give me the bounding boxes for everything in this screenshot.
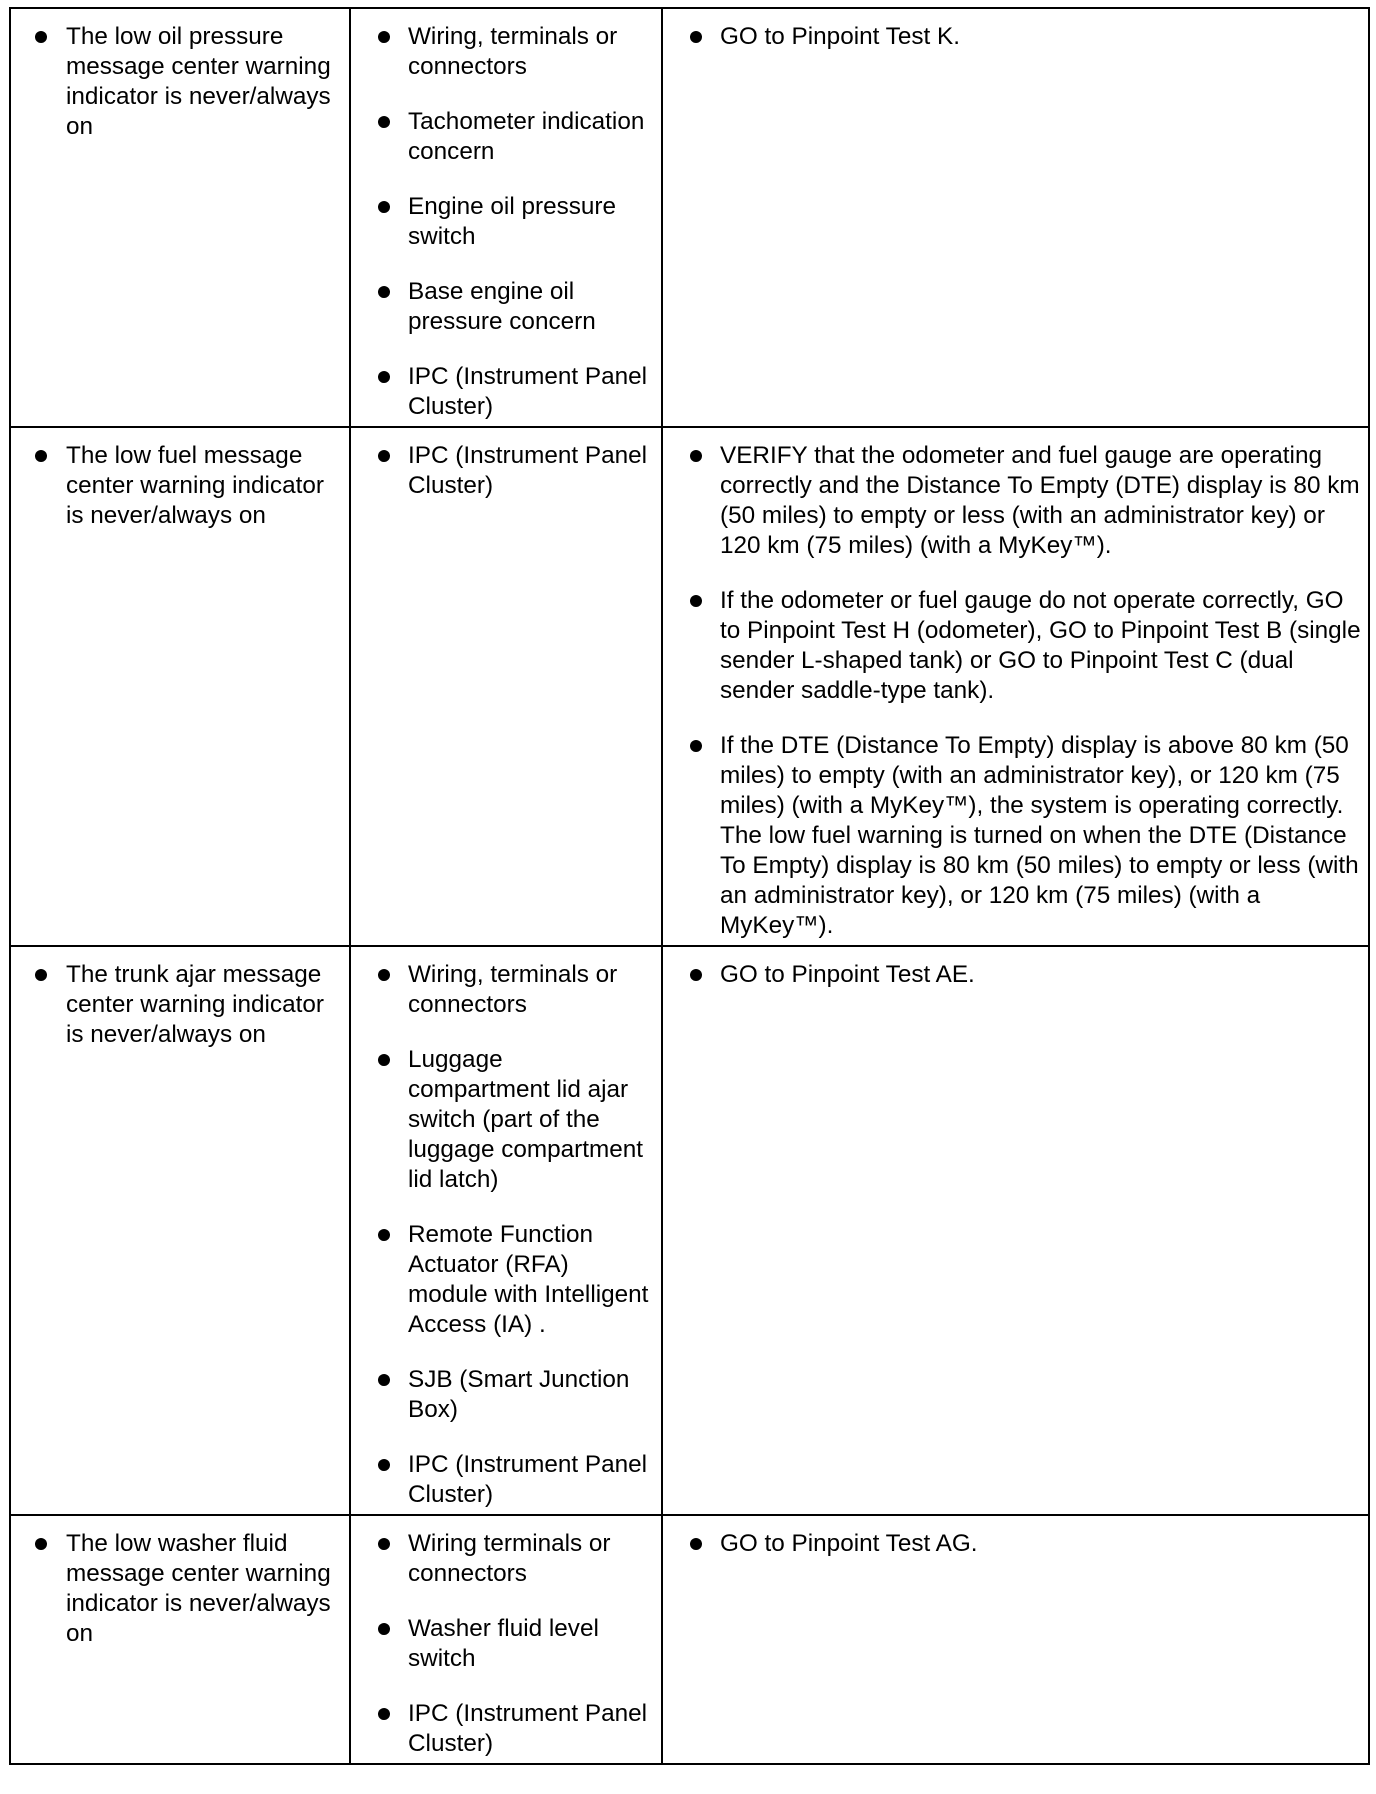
possible-source-item: IPC (Instrument Panel Cluster) (408, 1451, 648, 1508)
bullet-list (351, 9, 661, 426)
bullet-icon (378, 1459, 390, 1471)
list-item (351, 441, 651, 501)
bullet-list (11, 947, 349, 1054)
possible-source-item: Luggage compartment lid ajar switch (part of the luggage compartment lid latch) (408, 1046, 644, 1193)
list-item (351, 1450, 651, 1510)
list-item (663, 960, 1364, 990)
action-item: GO to Pinpoint Test AG. (720, 1530, 978, 1557)
list-item (351, 192, 651, 252)
symptom-text: The low fuel message center warning indicator is never/always on (66, 442, 324, 529)
action-item: If the odometer or fuel gauge do not operate correctly, GO to Pinpoint Test H (odometer), GO to Pinpoint Test B (single sender L-shaped tank) or GO to Pinpoint Test C (dual sender saddle-type tank). (720, 587, 1361, 704)
possible-source-item: Base engine oil pressure concern (408, 278, 596, 335)
action-item: If the DTE (Distance To Empty) display is above 80 km (50 miles) to empty (with an administrator key), or 120 km (75 miles) (with a MyKey™), the system is operating correctly. The low fuel warning is turned on when the DTE (Distance To Empty) display is 80 km (50 miles) to empty or less (with an administrator key), or 120 km (75 miles) (with a MyKey™). (720, 732, 1359, 939)
bullet-icon (690, 595, 702, 607)
bullet-icon (378, 1229, 390, 1241)
possible-source-item: Wiring, terminals or connectors (408, 23, 618, 80)
table-body (10, 8, 1369, 1764)
list-item (663, 22, 1364, 52)
list-item (11, 22, 339, 142)
action-item: GO to Pinpoint Test K. (720, 23, 960, 50)
bullet-icon (378, 116, 390, 128)
symptom-cell (10, 1515, 350, 1764)
list-item (351, 1045, 651, 1195)
bullet-icon (690, 450, 702, 462)
bullet-icon (690, 969, 702, 981)
bullet-icon (378, 371, 390, 383)
list-item (663, 731, 1364, 941)
possible-sources-cell (350, 946, 662, 1515)
bullet-icon (690, 31, 702, 43)
action-item: VERIFY that the odometer and fuel gauge are operating correctly and the Distance To Empty (DTE) display is 80 km (50 miles) to empty or less (with an administrator key) or 120 km (75 miles) (with a MyKey™). (720, 442, 1360, 559)
list-item (351, 1220, 651, 1340)
possible-source-item: Washer fluid level switch (408, 1615, 599, 1672)
bullet-list (351, 947, 661, 1514)
bullet-icon (690, 1538, 702, 1550)
bullet-list (351, 428, 661, 505)
bullet-icon (378, 1374, 390, 1386)
list-item (351, 1699, 651, 1759)
table-row (10, 8, 1369, 427)
possible-sources-cell (350, 1515, 662, 1764)
bullet-list (11, 9, 349, 146)
possible-source-item: IPC (Instrument Panel Cluster) (408, 1700, 648, 1757)
bullet-list (351, 1516, 661, 1763)
possible-source-item: Wiring terminals or connectors (408, 1530, 611, 1587)
symptom-cell (10, 427, 350, 946)
symptom-chart-table (9, 7, 1370, 1765)
action-cell (662, 8, 1369, 427)
bullet-icon (35, 31, 47, 43)
list-item (351, 362, 651, 422)
bullet-list (11, 428, 349, 535)
table-row (10, 1515, 1369, 1764)
possible-source-item: Wiring, terminals or connectors (408, 961, 618, 1018)
list-item (663, 1529, 1364, 1559)
possible-source-item: Remote Function Actuator (RFA) module with Intelligent Access (IA) . (408, 1221, 649, 1338)
list-item (11, 960, 339, 1050)
possible-source-item: SJB (Smart Junction Box) (408, 1366, 630, 1423)
bullet-icon (378, 1054, 390, 1066)
diagnostic-table-page (9, 7, 1368, 1765)
symptom-text: The trunk ajar message center warning indicator is never/always on (66, 961, 324, 1048)
symptom-cell (10, 8, 350, 427)
list-item (351, 1614, 651, 1674)
bullet-icon (378, 1623, 390, 1635)
list-item (663, 441, 1364, 561)
action-cell (662, 946, 1369, 1515)
list-item (351, 277, 651, 337)
possible-sources-cell (350, 427, 662, 946)
table-row (10, 946, 1369, 1515)
bullet-icon (378, 969, 390, 981)
list-item (351, 1529, 651, 1589)
bullet-icon (35, 450, 47, 462)
symptom-cell (10, 946, 350, 1515)
bullet-icon (35, 1538, 47, 1550)
possible-source-item: IPC (Instrument Panel Cluster) (408, 363, 648, 420)
bullet-icon (378, 450, 390, 462)
list-item (351, 1365, 651, 1425)
bullet-list (663, 1516, 1368, 1563)
bullet-icon (690, 740, 702, 752)
bullet-icon (378, 1708, 390, 1720)
possible-sources-cell (350, 8, 662, 427)
bullet-list (663, 428, 1368, 945)
bullet-icon (378, 201, 390, 213)
list-item (11, 441, 339, 531)
list-item (11, 1529, 339, 1649)
bullet-icon (378, 1538, 390, 1550)
possible-source-item: Tachometer indication concern (408, 108, 645, 165)
possible-source-item: IPC (Instrument Panel Cluster) (408, 442, 648, 499)
bullet-icon (378, 31, 390, 43)
table-row (10, 427, 1369, 946)
bullet-icon (378, 286, 390, 298)
list-item (351, 22, 651, 82)
possible-source-item: Engine oil pressure switch (408, 193, 616, 250)
action-cell (662, 427, 1369, 946)
list-item (351, 960, 651, 1020)
action-item: GO to Pinpoint Test AE. (720, 961, 975, 988)
bullet-list (11, 1516, 349, 1653)
bullet-icon (35, 969, 47, 981)
symptom-text: The low oil pressure message center warning indicator is never/always on (66, 23, 331, 140)
list-item (351, 107, 651, 167)
list-item (663, 586, 1364, 706)
bullet-list (663, 9, 1368, 56)
bullet-list (663, 947, 1368, 994)
symptom-text: The low washer fluid message center warning indicator is never/always on (66, 1530, 331, 1647)
action-cell (662, 1515, 1369, 1764)
